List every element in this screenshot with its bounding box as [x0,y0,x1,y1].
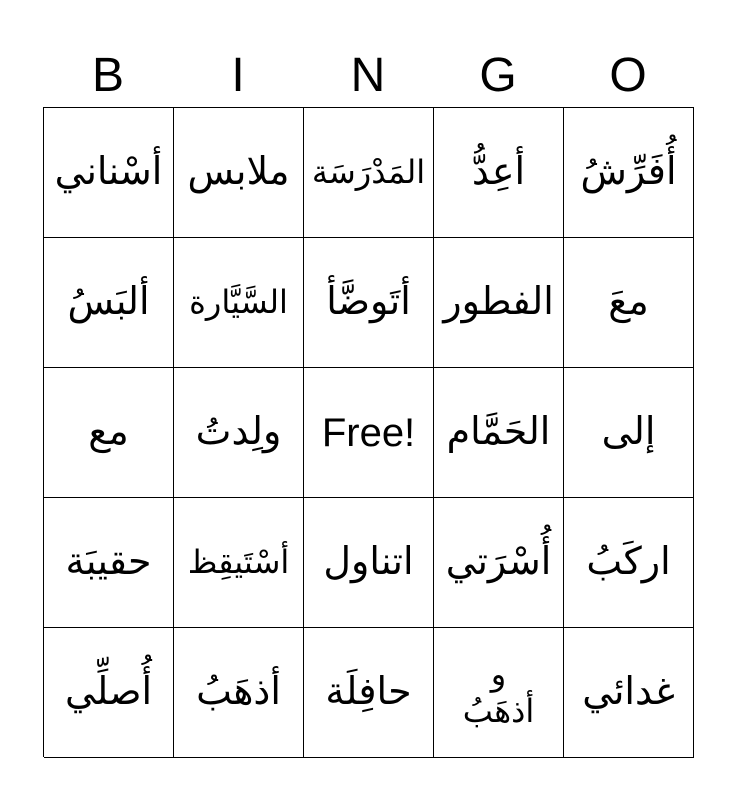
bingo-cell-r4-c5[interactable] [564,498,694,628]
cell-text: أسْناني [54,150,163,193]
bingo-cell-r3-c2[interactable] [174,368,304,498]
cell-text: و أذهَبُ [462,655,535,729]
cell-text: مع [88,410,129,453]
cell-text: أُفَرِّشُ [580,150,677,193]
cell-text: اركَبُ [586,540,671,583]
header-letter-o: O [609,49,647,102]
bingo-cell-r1-c2[interactable] [174,108,304,238]
header-letter-n: N [350,49,386,102]
cell-text: أسْتَيقِظ [187,544,290,581]
cell-text: حقيبَة [65,540,152,583]
bingo-cell-r3-c1[interactable] [44,368,174,498]
cell-text: أُسْرَتي [445,540,552,583]
cell-text: غدائي [582,670,675,713]
header-letter-b: B [91,49,124,102]
cell-text: ألبَسُ [67,280,150,323]
bingo-cell-r4-c4[interactable] [434,498,564,628]
cell-text: أتَوضَّأ [326,280,411,323]
bingo-cell-r2-c5[interactable] [564,238,694,368]
cell-text: ملابس [187,150,290,193]
bingo-cell-r2-c2[interactable] [174,238,304,368]
bingo-cell-r4-c3[interactable] [304,498,434,628]
bingo-cell-r1-c4[interactable] [434,108,564,238]
bingo-cell-r3-c4[interactable] [434,368,564,498]
bingo-cell-r4-c1[interactable] [44,498,174,628]
bingo-cell-r5-c1[interactable] [44,628,174,758]
bingo-cell-r2-c4[interactable] [434,238,564,368]
cell-text: المَدْرَسَة [311,154,426,191]
bingo-header [43,48,693,104]
cell-text: أذهَبُ [196,670,281,713]
header-letter-g: G [479,49,517,102]
bingo-cell-r4-c2[interactable] [174,498,304,628]
bingo-cell-r5-c4[interactable] [434,628,564,758]
cell-text: السَّيَّارة [189,284,288,321]
cell-text: معَ [608,280,649,323]
bingo-cell-r3-c5[interactable] [564,368,694,498]
cell-text: اتناول [323,540,414,583]
cell-text: أُصلِّي [64,670,153,713]
header-letter-i: I [231,49,245,102]
cell-text: حافِلَة [325,670,412,713]
cell-text: الحَمَّام [446,410,551,453]
bingo-cell-r5-c2[interactable] [174,628,304,758]
cell-text: ولِدتُ [195,410,282,453]
cell-text: الفطور [443,280,554,323]
bingo-board [43,107,694,757]
cell-text: أعِدُّ [471,150,526,193]
bingo-cell-r1-c1[interactable] [44,108,174,238]
bingo-cell-r5-c5[interactable] [564,628,694,758]
cell-text: إلى [601,410,656,453]
free-space-text: Free! [321,410,416,455]
bingo-cell-r1-c5[interactable] [564,108,694,238]
bingo-cell-r5-c3[interactable] [304,628,434,758]
bingo-cell-r2-c1[interactable] [44,238,174,368]
bingo-cell-free[interactable] [304,368,434,498]
bingo-cell-r1-c3[interactable] [304,108,434,238]
bingo-cell-r2-c3[interactable] [304,238,434,368]
